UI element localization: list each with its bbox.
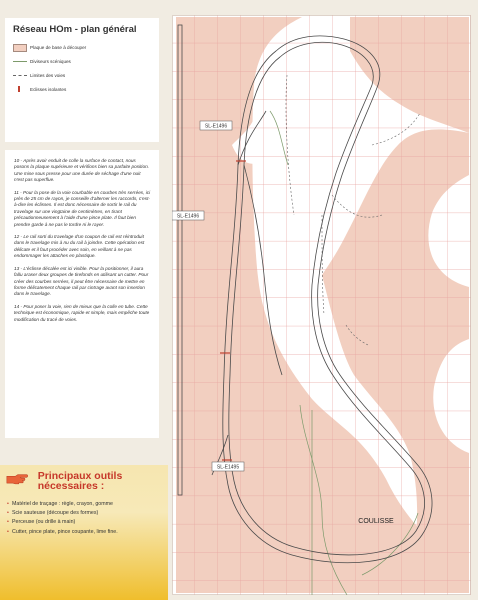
- legend-item-plaque: [13, 42, 153, 53]
- list-item: • Scie sauteuse (découpe des formes): [7, 510, 164, 517]
- signal-text: SL-E1496: [204, 123, 228, 130]
- legend-label: Limites des voies: [30, 73, 66, 78]
- note-paragraph: 13 - L'éclisse décalée est ici visible. Pour la positionner, il aura fallu araser deux groupes de tirefonds en utilisant un cutter. Pour créer des courbes serrées, il peut être nécessaire de mettre en forme délicatement chaque rail par cintrage avant son insertion dans le travelage.: [14, 265, 149, 297]
- eclisses-swatch: [13, 89, 27, 90]
- legend-item-eclisses: [13, 84, 153, 95]
- limites-swatch: [13, 75, 27, 76]
- legend-title: Réseau HOm - plan général: [13, 24, 137, 35]
- signal-label-1: [200, 121, 232, 130]
- note-paragraph: 12 - Le rail sorti du travelage d'un coupon de rail est réintroduit dans le travelage mis à nu du rail à joindre. Cette opération est délicate et il faut procéder avec soin, en veillant à ne pas endommager les attaches en plastique.: [14, 234, 145, 259]
- list-item: • Perceuse (ou drille à main): [7, 519, 164, 526]
- tools-list: [0, 501, 168, 536]
- plaque-swatch: [13, 44, 27, 52]
- legend-box: [5, 18, 159, 142]
- legend-label: Eclisses isolantes: [30, 87, 67, 92]
- legend-label: Diviseurs scéniques: [30, 59, 71, 64]
- signal-text: SL-E1496: [176, 213, 200, 220]
- note-paragraph: 11 - Pour la pose de la voie courbable en courbes très serrées, ici près de 25 cm de rayon, je conseille d'alterner les raccords, c'est-à-dire les éclisses. Il est donc nécessaire de sortir le rail du travelage sur une vingtaine de centimètres, en tirant précautionneusement à l'aide d'une pince plate. Il faut bien prendre garde à ne pas le tordre ni le rayer.: [14, 189, 151, 227]
- legend-label: Plaque de base à découper: [30, 45, 87, 50]
- list-item: • Cutter, pince plate, pince coupante, lime fine.: [7, 529, 164, 536]
- legend-item-diviseurs: [13, 56, 153, 67]
- diviseurs-swatch: [13, 61, 27, 62]
- list-item: • Matériel de traçage : règle, crayon, gomme: [7, 501, 164, 508]
- note-paragraph: 14 - Pour poser la voie, rien de mieux que la colle en tube. Cette technique est économique, rapide et simple, mais empêche toute modification du tracé de voies.: [14, 303, 150, 322]
- notes-box: [5, 150, 159, 438]
- signal-label-3: [212, 462, 244, 471]
- legend-item-limites: [13, 70, 153, 81]
- tools-header: [0, 465, 168, 491]
- note-paragraph: 10 - Après avoir enduit de colle la surface de contact, nous posons la plaque supérieure et vérifions bien sa parfaite position. Une mise sous presse pour une durée de séchage d'une nuit n'est pas superflue.: [14, 158, 149, 183]
- tools-title: Principaux outils nécessaires :: [37, 470, 123, 492]
- coulisse-label: COULISSE: [358, 518, 394, 525]
- pointing-hand-icon: [6, 471, 30, 485]
- signal-text: SL-E1495: [216, 464, 240, 471]
- layout-plan: [172, 15, 471, 595]
- tools-box: [0, 465, 168, 600]
- signal-label-2: [172, 211, 204, 220]
